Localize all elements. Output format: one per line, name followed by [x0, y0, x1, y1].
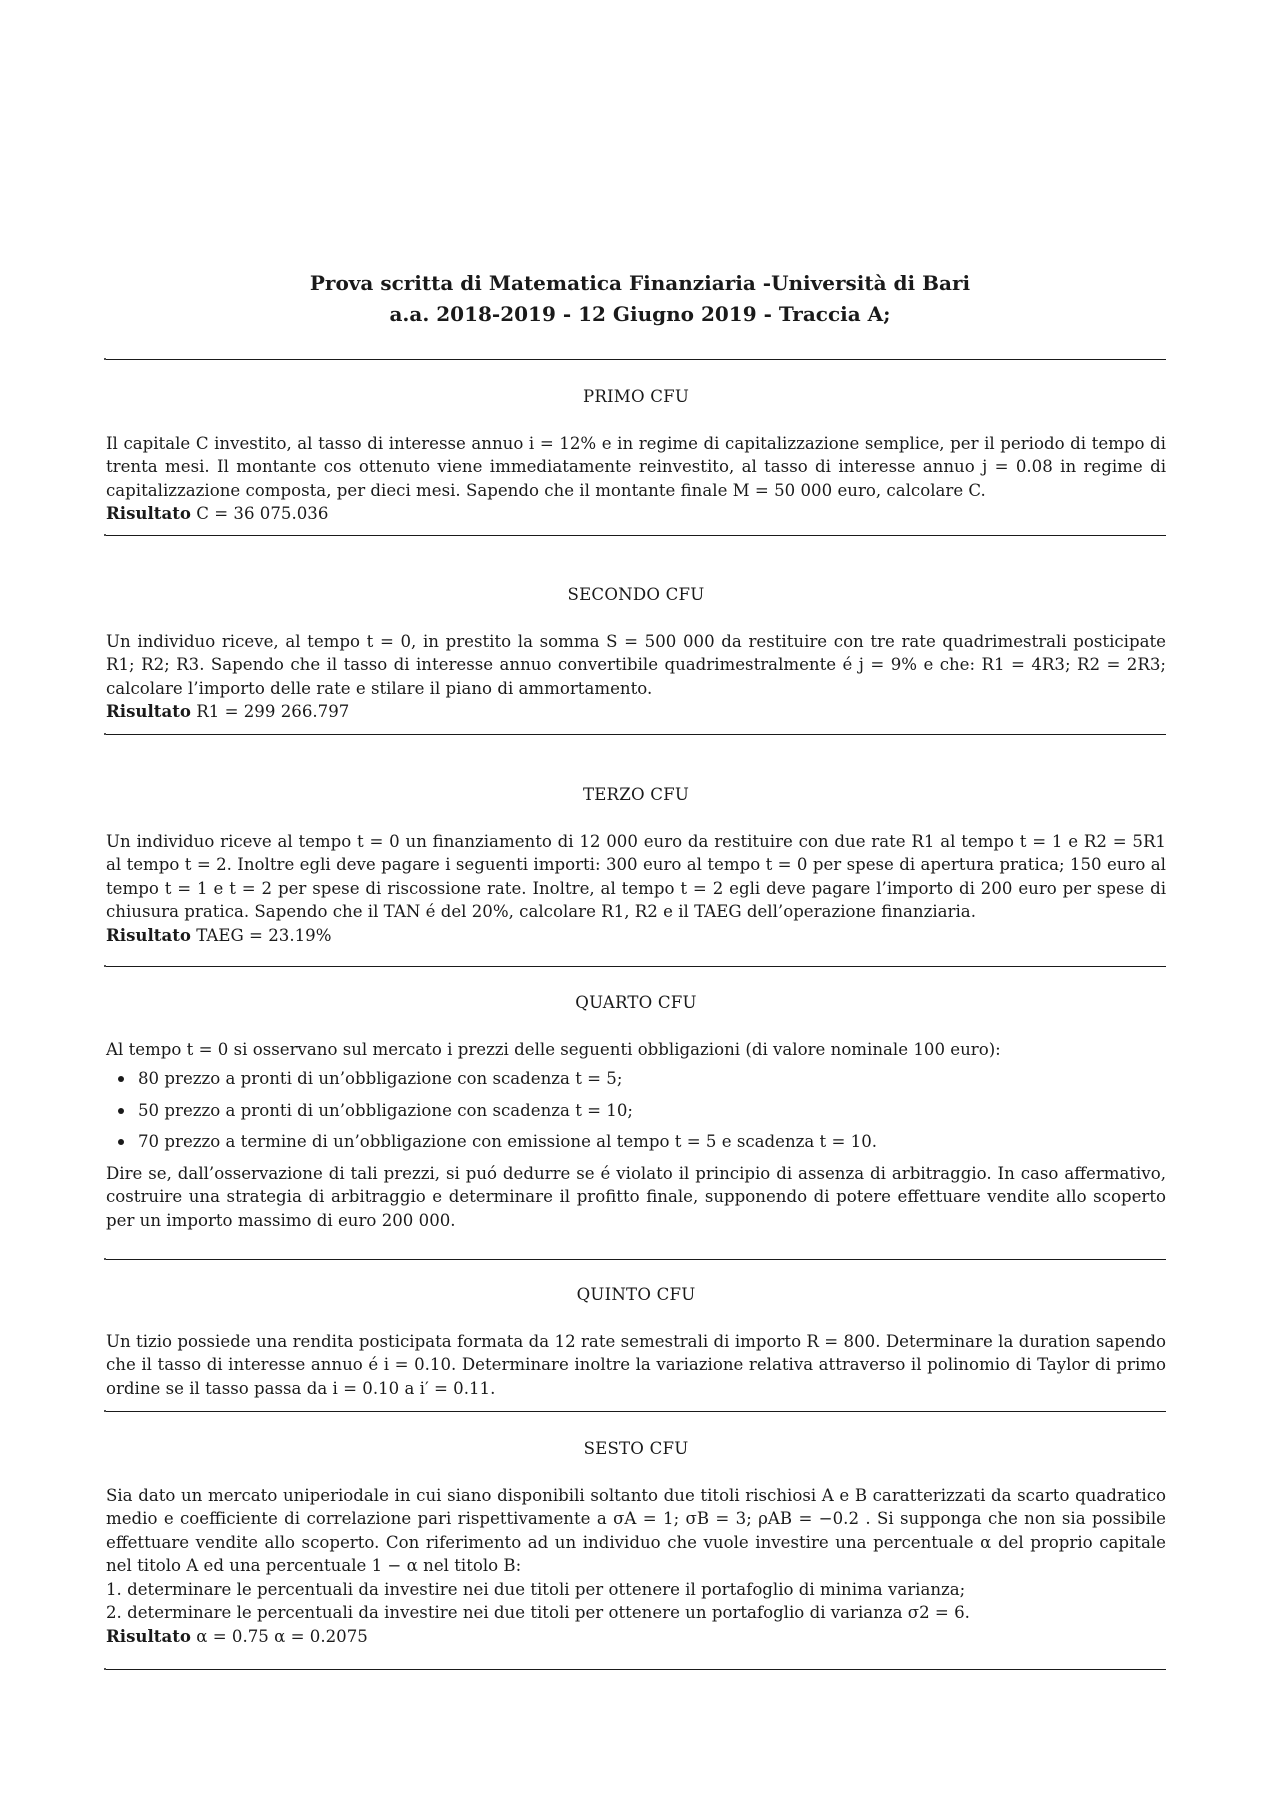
section-quarto-cfu	[106, 991, 1166, 1232]
section-primo-cfu	[106, 385, 1166, 526]
exercise-text: Dire se, dall’osservazione di tali prezzi, si puó dedurre se é violato il principio di assenza di arbitraggio. In caso affermativo, costruire una strategia di arbitraggio e determinare il profitto finale, supponendo di potere effettuare vendite allo scoperto per un importo massimo di euro 200 000.	[106, 1163, 1166, 1230]
result-line	[106, 700, 1166, 724]
section-heading: TERZO CFU	[582, 785, 690, 804]
divider	[106, 359, 1166, 360]
result-label: Risultato	[106, 924, 191, 945]
exercise-point-1: 1. determinare le percentuali da investire nei due titoli per ottenere il portafoglio di minima varianza;	[106, 1579, 966, 1599]
title-line-2: a.a. 2018-2019 - 12 Giugno 2019 - Traccia A;	[389, 302, 891, 326]
result-label: Risultato	[106, 1625, 191, 1646]
exercise-text: Il capitale C investito, al tasso di interesse annuo i = 12% e in regime di capitalizzazione semplice, per il periodo di tempo di trenta mesi. Il montante cos ottenuto viene immediatamente reinvestito, al tasso di interesse annuo j = 0.08 in regime di capitalizzazione composta, per dieci mesi. Sapendo che il montante finale M = 50 000 euro, calcolare C.	[106, 433, 1166, 500]
exercise-point-2: 2. determinare le percentuali da investire nei due titoli per ottenere un portafoglio di varianza σ2 = 6.	[106, 1603, 970, 1622]
result-line	[106, 1625, 1166, 1649]
result-line	[106, 502, 1166, 526]
divider	[106, 1411, 1166, 1412]
result-value: R1 = 299 266.797	[196, 702, 350, 721]
result-value: TAEG = 23.19%	[196, 925, 332, 945]
exercise-text: Un individuo riceve al tempo t = 0 un finanziamento di 12 000 euro da restituire con due rate R1 al tempo t = 1 e R2 = 5R1 al tempo t = 2. Inoltre egli deve pagare i seguenti importi: 300 euro al tempo t = 0 per spese di apertura pratica; 150 euro al tempo t = 1 e t = 2 per spese di riscossione rate. Inoltre, al tempo t = 2 egli deve pagare l’importo di 200 euro per spese di chiusura pratica. Sapendo che il TAN é del 20%, calcolare R1, R2 e il TAEG dell’operazione finanziaria.	[106, 831, 1166, 921]
bond-list	[106, 1067, 1166, 1154]
exercise-intro: Al tempo t = 0 si osservano sul mercato i prezzi delle seguenti obbligazioni (di valore nominale 100 euro):	[106, 1039, 1001, 1059]
list-item: 80 prezzo a pronti di un’obbligazione con scadenza t = 5;	[138, 1067, 1166, 1091]
divider	[106, 535, 1166, 536]
section-secondo-cfu	[106, 583, 1166, 724]
divider	[106, 734, 1166, 735]
divider	[106, 1669, 1166, 1670]
divider	[106, 966, 1166, 967]
section-terzo-cfu	[106, 783, 1166, 947]
divider	[106, 1259, 1166, 1260]
exercise-text: Un individuo riceve, al tempo t = 0, in prestito la somma S = 500 000 da restituire con tre rate quadrimestrali posticipate R1; R2; R3. Sapendo che il tasso di interesse annuo convertibile quadrimestralmente é j = 9% e che: R1 = 4R3; R2 = 2R3; calcolare l’importo delle rate e stilare il piano di ammortamento.	[106, 631, 1166, 698]
title-line-1: Prova scritta di Matematica Finanziaria -Università di Bari	[309, 271, 971, 295]
result-label: Risultato	[106, 503, 191, 523]
result-label: Risultato	[106, 701, 191, 721]
section-heading: PRIMO CFU	[582, 387, 690, 406]
result-value: C = 36 075.036	[196, 504, 329, 523]
section-heading: QUARTO CFU	[575, 993, 697, 1012]
exam-title	[0, 268, 1280, 330]
exercise-text: Sia dato un mercato uniperiodale in cui siano disponibili soltanto due titoli rischiosi A e B caratterizzati da scarto quadratico medio e coefficiente di correlazione pari rispettivamente a σA = 1; σB = 3; ρAB = −0.2 . Si supponga che non sia possibile effettuare vendite allo scoperto. Con riferimento ad un individuo che vuole investire una percentuale α del proprio capitale nel titolo A ed una percentuale 1 − α nel titolo B:	[106, 1485, 1166, 1575]
section-heading: SESTO CFU	[583, 1439, 689, 1458]
section-quinto-cfu	[106, 1283, 1166, 1400]
section-heading: QUINTO CFU	[576, 1285, 696, 1304]
exercise-text: Un tizio possiede una rendita posticipata formata da 12 rate semestrali di importo R = 800. Determinare la duration sapendo che il tasso di interesse annuo é i = 0.10. Determinare inoltre la variazione relativa attraverso il polinomio di Taylor di primo ordine se il tasso passa da i = 0.10 a i′ = 0.11.	[106, 1331, 1166, 1398]
result-value: α = 0.75 α = 0.2075	[196, 1626, 368, 1646]
section-sesto-cfu	[106, 1437, 1166, 1648]
result-line	[106, 924, 1166, 948]
section-heading: SECONDO CFU	[567, 585, 705, 604]
list-item: 50 prezzo a pronti di un’obbligazione con scadenza t = 10;	[138, 1099, 1166, 1123]
list-item: 70 prezzo a termine di un’obbligazione con emissione al tempo t = 5 e scadenza t = 10.	[138, 1130, 1166, 1154]
